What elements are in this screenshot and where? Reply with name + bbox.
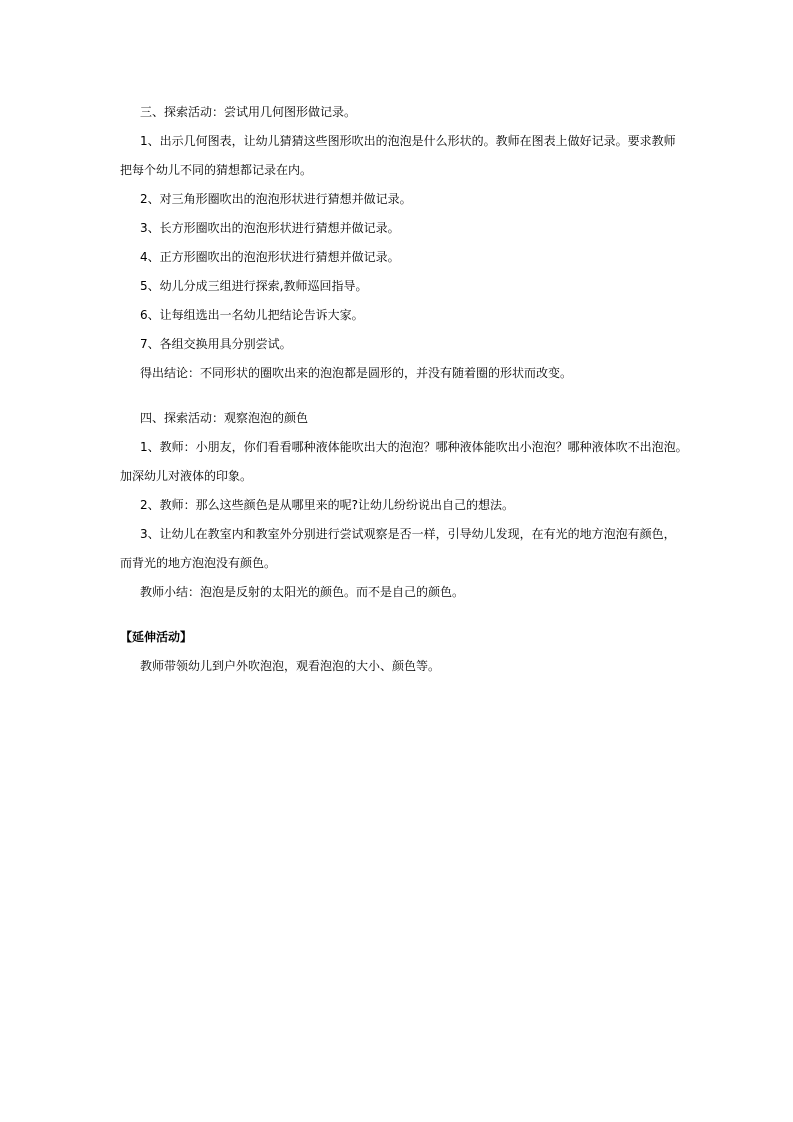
section-4-item-1-line-2: 加深幼儿对液体的印象。 bbox=[120, 469, 253, 483]
section-3-item-2: 2、对三角形圈吹出的泡泡形状进行猜想并做记录。 bbox=[140, 192, 412, 206]
section-3-item-5: 5、幼儿分成三组进行探索,教师巡回指导。 bbox=[140, 279, 368, 293]
section-4-item-2: 2、教师：那么这些颜色是从哪里来的呢?让幼儿纷纷说出自己的想法。 bbox=[140, 498, 515, 512]
section-4-item-1-line-1: 1、教师：小朋友，你们看看哪种液体能吹出大的泡泡？哪种液体能吹出小泡泡？哪种液体吹不出泡泡。 bbox=[140, 440, 688, 454]
section-3-item-4: 4、正方形圈吹出的泡泡形状进行猜想并做记录。 bbox=[140, 250, 400, 264]
spacer bbox=[120, 607, 680, 623]
extension-text: 教师带领幼儿到户外吹泡泡，观看泡泡的大小、颜色等。 bbox=[140, 659, 441, 673]
section-3-item-6: 6、让每组选出一名幼儿把结论告诉大家。 bbox=[140, 308, 364, 322]
extension-heading: 【延伸活动】 bbox=[120, 630, 193, 644]
section-3-conclusion: 得出结论：不同形状的圈吹出来的泡泡都是圆形的，并没有随着圈的形状而改变。 bbox=[140, 366, 573, 380]
spacer bbox=[120, 388, 680, 404]
section-3-item-1-line-1: 1、出示几何图表，让幼儿猜猜这些图形吹出的泡泡是什么形状的。教师在图表上做好记录。要求教师 bbox=[140, 134, 676, 148]
section-3-item-7: 7、各组交换用具分别尝试。 bbox=[140, 337, 292, 351]
section-3-item-1-line-2: 把每个幼儿不同的猜想都记录在内。 bbox=[120, 163, 313, 177]
document-body bbox=[120, 98, 688, 681]
section-4-item-3-line-2: 而背光的地方泡泡没有颜色。 bbox=[120, 556, 277, 570]
section-3-item-3: 3、长方形圈吹出的泡泡形状进行猜想并做记录。 bbox=[140, 221, 400, 235]
section-4-summary: 教师小结：泡泡是反射的太阳光的颜色。而不是自己的颜色。 bbox=[140, 585, 465, 599]
section-3-heading: 三、探索活动：尝试用几何图形做记录。 bbox=[140, 105, 357, 119]
section-4-heading: 四、探索活动：观察泡泡的颜色 bbox=[140, 411, 309, 425]
section-4-item-3-line-1: 3、让幼儿在教室内和教室外分别进行尝试观察是否一样，引导幼儿发现，在有光的地方泡泡有颜色， bbox=[140, 527, 676, 541]
